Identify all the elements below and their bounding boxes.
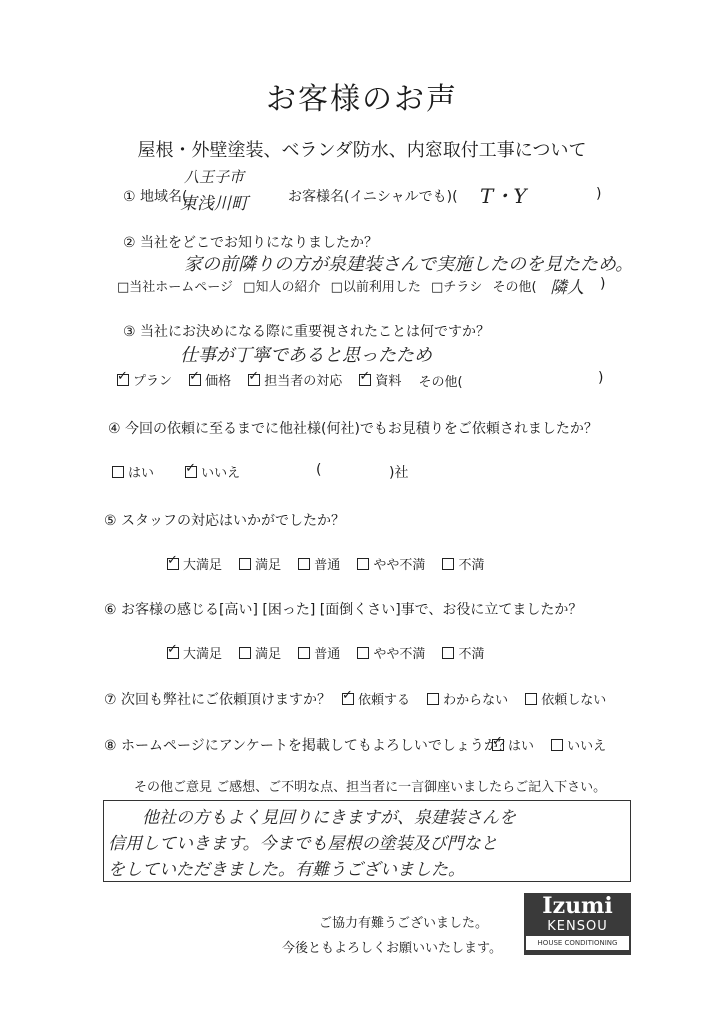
q3-close: ) (598, 370, 604, 386)
q6-options (167, 643, 496, 663)
q8-option-yes[interactable] (492, 735, 534, 754)
q1-region-label: ① 地域名( (123, 189, 188, 205)
checkbox-checked-icon (359, 374, 371, 386)
q5-option-dissatisfied[interactable] (442, 554, 484, 573)
q3-option-staff[interactable] (248, 370, 342, 389)
q3-question: ③ 当社にお決めになる際に重要視されたことは何ですか？ (123, 324, 490, 340)
izumi-kensou-logo (524, 893, 631, 955)
logo-line1: Izumi (542, 893, 613, 919)
logo-line3: HOUSE CONDITIONING (526, 936, 629, 950)
q5-option-satisfied[interactable] (239, 554, 281, 573)
q6-option-label: やや不満 (373, 647, 426, 662)
footer-regards: 今後ともよろしくお願いいたします。 (282, 941, 502, 956)
footer-thanks: ご協力有難うございました。 (319, 916, 489, 931)
checkbox-icon (551, 739, 563, 751)
q6-option-somewhat-dissatisfied[interactable] (357, 643, 425, 662)
q3-options (117, 370, 475, 390)
checkbox-icon (525, 693, 537, 705)
q5-option-somewhat-dissatisfied[interactable] (357, 554, 425, 573)
q7-option-will-request[interactable] (342, 689, 410, 708)
q8-question: ⑧ ホームページにアンケートを掲載してもよろしいでしょうか？ (104, 738, 512, 754)
q4-suffix: )社 (389, 465, 409, 481)
checkbox-icon (239, 647, 251, 659)
q8-option-label: はい (508, 739, 535, 754)
q3-option-staff-label: 担当者の対応 (264, 374, 343, 389)
q6-question: ⑥ お客様の感じる[高い] [困った] [面倒くさい]事で、お役に立てましたか？ (104, 602, 583, 618)
q6-option-label: 不満 (458, 647, 485, 662)
q3-answer: 仕事が丁寧であると思ったため (180, 345, 432, 366)
q7-options (342, 689, 618, 709)
comment-line-1: 他社の方もよく見回りにきますが、泉建装さんを (142, 808, 516, 828)
q4-yes-label: はい (128, 466, 155, 481)
comments-box[interactable] (103, 800, 631, 882)
q6-option-label: 普通 (314, 647, 341, 662)
q4-options (112, 462, 252, 482)
q3-option-materials[interactable] (359, 370, 401, 389)
q3-option-price-label: 価格 (205, 374, 232, 389)
q8-options (492, 735, 618, 755)
page-title: お客様のお声 (266, 82, 458, 117)
q4-question: ④ 今回の依頼に至るまでに他社様(何社)でもお見積りをご依頼されましたか？ (108, 421, 598, 437)
checkbox-checked-icon (492, 739, 504, 751)
q7-option-unsure[interactable] (427, 689, 508, 708)
q2-option-homepage[interactable]: □当社ホームページ (117, 280, 234, 295)
q6-option-very-satisfied[interactable] (167, 643, 222, 662)
q2-option-referral[interactable]: □知人の紹介 (243, 280, 321, 295)
q6-option-dissatisfied[interactable] (442, 643, 484, 662)
q6-option-label: 大満足 (183, 647, 223, 662)
q7-option-label: わからない (443, 693, 509, 708)
q2-options (117, 276, 537, 295)
q6-option-neutral[interactable] (298, 643, 340, 662)
q4-paren-open: ( (316, 462, 322, 478)
checkbox-checked-icon (189, 374, 201, 386)
checkbox-icon (357, 647, 369, 659)
q2-option-previous[interactable]: □以前利用した (330, 280, 421, 295)
q2-option-flyer[interactable]: □チラシ (431, 280, 483, 295)
checkbox-icon (442, 647, 454, 659)
q3-option-plan-label: プラン (133, 374, 173, 389)
comments-prompt: その他ご意見 ご感想、ご不明な点、担当者に一言御座いましたらご記入下さい。 (134, 780, 607, 795)
comment-line-3: をしていただきました。有難うございました。 (108, 860, 465, 880)
q7-option-label: 依頼する (358, 693, 411, 708)
q3-option-plan[interactable] (117, 370, 172, 389)
checkbox-checked-icon (342, 693, 354, 705)
q5-option-label: 不満 (458, 558, 485, 573)
checkbox-icon (442, 558, 454, 570)
q2-close: ) (600, 276, 606, 292)
q5-option-label: 満足 (255, 558, 282, 573)
q1-close: ) (596, 186, 602, 202)
checkbox-icon (427, 693, 439, 705)
q7-option-will-not-request[interactable] (525, 689, 606, 708)
checkbox-checked-icon (248, 374, 260, 386)
q1-region-line1: 八王子市 (184, 168, 245, 186)
checkbox-icon (298, 647, 310, 659)
checkbox-checked-icon (185, 466, 197, 478)
logo-line2: KENSOU (547, 919, 608, 934)
q3-option-other[interactable]: その他( (418, 374, 463, 390)
q7-option-label: 依頼しない (541, 693, 607, 708)
checkbox-icon (357, 558, 369, 570)
q3-option-materials-label: 資料 (375, 374, 402, 389)
q7-question: ⑦ 次回も弊社にご依頼頂けますか？ (104, 692, 332, 708)
q4-option-yes[interactable] (112, 462, 154, 481)
q1-initials: T・Y (480, 184, 527, 208)
q4-option-no[interactable] (185, 462, 240, 481)
q5-option-label: 大満足 (183, 558, 223, 573)
q1-customer-label: お客様名(イニシャルでも)( (288, 189, 458, 205)
checkbox-icon (112, 466, 124, 478)
q2-answer: 家の前隣りの方が泉建装さんで実施したのを見たため。 (184, 254, 634, 275)
checkbox-checked-icon (167, 558, 179, 570)
q5-options (167, 554, 496, 574)
q6-option-satisfied[interactable] (239, 643, 281, 662)
checkbox-checked-icon (167, 647, 179, 659)
q2-other-value: 隣人 (550, 278, 584, 298)
q5-option-neutral[interactable] (298, 554, 340, 573)
checkbox-icon (239, 558, 251, 570)
q1-region-line2: 東浅川町 (180, 194, 248, 214)
q6-option-label: 満足 (255, 647, 282, 662)
q5-option-label: 普通 (314, 558, 341, 573)
q2-question: ② 当社をどこでお知りになりましたか？ (123, 235, 378, 251)
checkbox-checked-icon (117, 374, 129, 386)
q5-option-very-satisfied[interactable] (167, 554, 222, 573)
q3-option-price[interactable] (189, 370, 231, 389)
page-subtitle: 屋根・外壁塗装、ベランダ防水、内窓取付工事について (137, 140, 587, 161)
q4-no-label: いいえ (201, 466, 241, 481)
q5-option-label: やや不満 (373, 558, 426, 573)
q8-option-no[interactable] (551, 735, 606, 754)
comment-line-2: 信用していきます。今までも屋根の塗装及び門なと (108, 834, 498, 854)
q2-option-other[interactable]: その他( (492, 280, 537, 295)
q5-question: ⑤ スタッフの対応はいかがでしたか？ (104, 513, 345, 529)
checkbox-icon (298, 558, 310, 570)
q8-option-label: いいえ (567, 739, 607, 754)
